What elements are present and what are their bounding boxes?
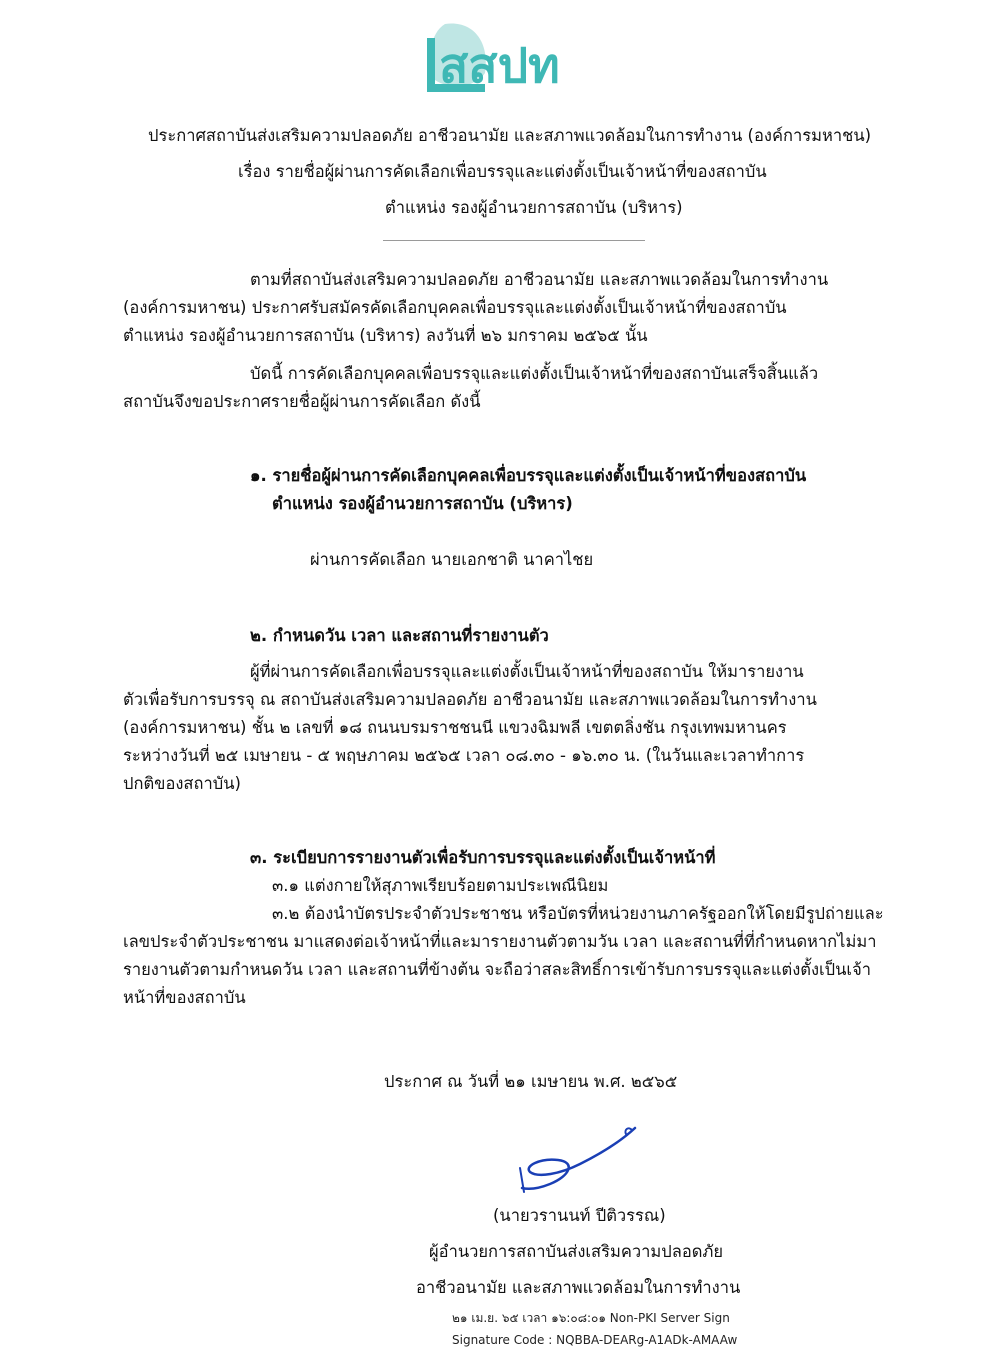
intro-p1-line-3: ตำแหน่ง รองผู้อำนวยการสถาบัน (บริหาร) ลงวันที่ ๒๖ มกราคม ๒๕๖๕ นั้น [123, 326, 648, 345]
header-line-1: ประกาศสถาบันส่งเสริมความปลอดภัย อาชีวอนามัย และสภาพแวดล้อมในการทำงาน (องค์การมหาชน) [148, 126, 872, 145]
section2-heading: ๒. กำหนดวัน เวลา และสถานที่รายงานตัว [250, 626, 549, 645]
signer-title-1: ผู้อำนวยการสถาบันส่งเสริมความปลอดภัย [429, 1242, 724, 1261]
signature-icon [500, 1120, 650, 1200]
esign-code: Signature Code : NQBBA-DEARg-A1ADk-AMAAw [452, 1333, 738, 1347]
section1-result: ผ่านการคัดเลือก นายเอกชาติ นาคาไชย [310, 550, 594, 569]
section3-item2-line-3: รายงานตัวตามกำหนดวัน เวลา และสถานที่ข้างต้น จะถือว่าสละสิทธิ์การเข้ารับการบรรจุและแต่งตั้งเป็นเจ้า [123, 960, 872, 979]
header-line-2: เรื่อง รายชื่อผู้ผ่านการคัดเลือกเพื่อบรรจุและแต่งตั้งเป็นเจ้าหน้าที่ของสถาบัน [238, 162, 767, 181]
logo-graphic [415, 18, 615, 100]
section3-item1: ๓.๑ แต่งกายให้สุภาพเรียบร้อยตามประเพณีนิยม [272, 876, 609, 895]
section2-line-3: (องค์การมหาชน) ชั้น ๒ เลขที่ ๑๘ ถนนบรมราชชนนี แขวงฉิมพลี เขตตลิ่งชัน กรุงเทพมหานคร [123, 718, 787, 737]
section2-line-4: ระหว่างวันที่ ๒๕ เมษายน - ๕ พฤษภาคม ๒๕๖๕ เวลา ๐๘.๓๐ - ๑๖.๓๐ น. (ในวันและเวลาทำการ [123, 746, 805, 765]
section2-line-1: ผู้ที่ผ่านการคัดเลือกเพื่อบรรจุและแต่งตั้งเป็นเจ้าหน้าที่ของสถาบัน ให้มารายงาน [250, 662, 804, 681]
intro-p2-line-2: สถาบันจึงขอประกาศรายชื่อผู้ผ่านการคัดเลือก ดังนี้ [123, 392, 481, 411]
section1-heading-line-1: ๑. รายชื่อผู้ผ่านการคัดเลือกบุคคลเพื่อบรรจุและแต่งตั้งเป็นเจ้าหน้าที่ของสถาบัน [250, 466, 807, 485]
header-line-3: ตำแหน่ง รองผู้อำนวยการสถาบัน (บริหาร) [385, 198, 683, 217]
section2-line-2: ตัวเพื่อรับการบรรจุ ณ สถาบันส่งเสริมความปลอดภัย อาชีวอนามัย และสภาพแวดล้อมในการทำงาน [123, 690, 817, 709]
header-divider [383, 240, 645, 241]
signer-name: (นายวรานนท์ ปีติวรรณ) [493, 1206, 666, 1225]
handwritten-signature [500, 1120, 650, 1200]
logo-text: สสปท [439, 38, 560, 94]
section2-line-5: ปกติของสถาบัน) [123, 774, 241, 793]
intro-p1-line-2: (องค์การมหาชน) ประกาศรับสมัครคัดเลือกบุคคลเพื่อบรรจุและแต่งตั้งเป็นเจ้าหน้าที่ของสถาบัน [123, 298, 787, 317]
esign-timestamp: ๒๑ เม.ย. ๖๕ เวลา ๑๖:๐๘:๐๑ Non-PKI Server Sign [452, 1311, 730, 1325]
section1-heading-line-2: ตำแหน่ง รองผู้อำนวยการสถาบัน (บริหาร) [272, 494, 573, 513]
section3-item2-line-1: ๓.๒ ต้องนำบัตรประจำตัวประชาชน หรือบัตรที่หน่วยงานภาครัฐออกให้โดยมีรูปถ่ายและ [272, 904, 884, 923]
section3-heading: ๓. ระเบียบการรายงานตัวเพื่อรับการบรรจุและแต่งตั้งเป็นเจ้าหน้าที่ [250, 848, 716, 867]
institute-logo [415, 18, 615, 100]
section3-item2-line-2: เลขประจำตัวประชาชน มาแสดงต่อเจ้าหน้าที่และมารายงานตัวตามวัน เวลา และสถานที่ที่กำหนดหากไม่มา [123, 932, 877, 951]
intro-p1-line-1: ตามที่สถาบันส่งเสริมความปลอดภัย อาชีวอนามัย และสภาพแวดล้อมในการทำงาน [250, 270, 829, 289]
announce-date: ประกาศ ณ วันที่ ๒๑ เมษายน พ.ศ. ๒๕๖๕ [384, 1072, 678, 1091]
signer-title-2: อาชีวอนามัย และสภาพแวดล้อมในการทำงาน [416, 1278, 741, 1297]
section3-item2-line-4: หน้าที่ของสถาบัน [123, 988, 246, 1007]
intro-p2-line-1: บัดนี้ การคัดเลือกบุคคลเพื่อบรรจุและแต่งตั้งเป็นเจ้าหน้าที่ของสถาบันเสร็จสิ้นแล้ว [250, 364, 819, 383]
